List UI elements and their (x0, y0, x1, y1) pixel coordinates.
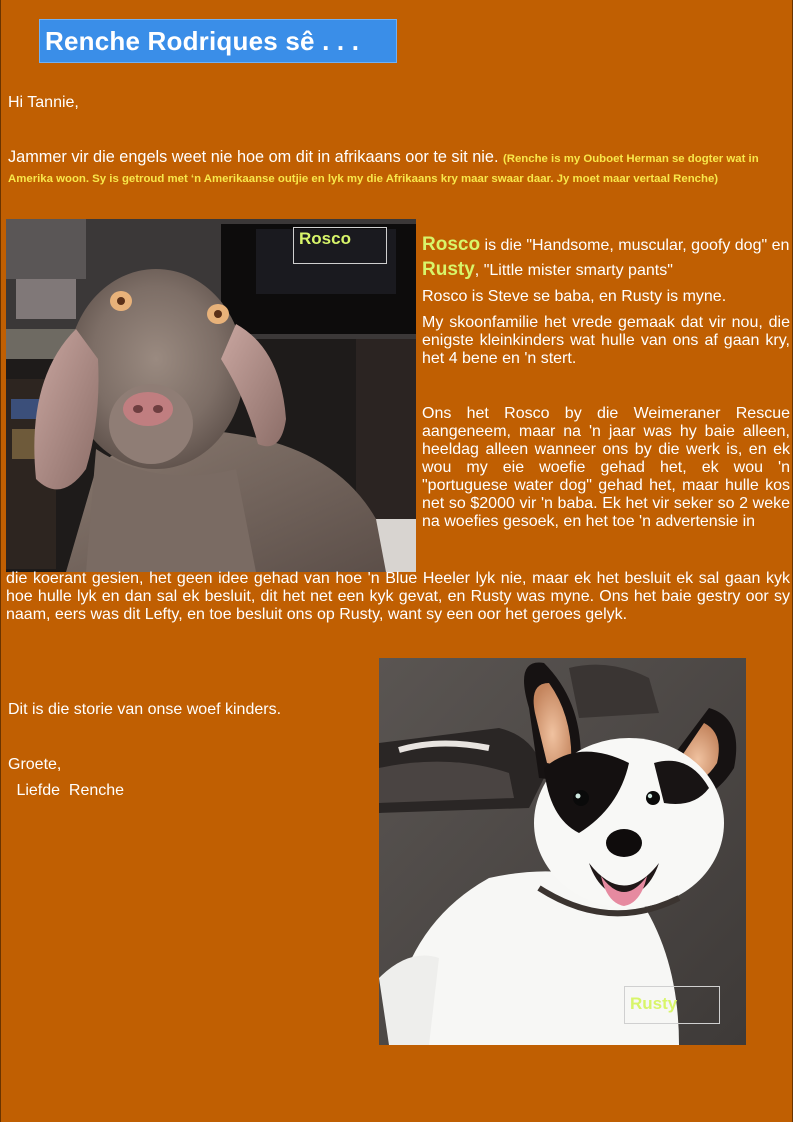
rosco-desc-text: is die "Handsome, muscular, goofy dog" en (480, 237, 790, 254)
rusty-desc-text: , "Little mister smarty pants" (474, 262, 673, 279)
intro-text: Jammer vir die engels weet nie hoe om dit in afrikaans oor te sit nie. (8, 148, 499, 166)
intro-paragraph (8, 148, 788, 189)
rosco-photo-label: Rosco (293, 227, 387, 264)
intro-note: (Renche is my Ouboet Herman se dogter wat in Amerika woon. Sy is getroud met ‘n Amerikaanse outjie en lyk my die Afrikaans kry maar swaar daar. Jy moet maar vertaal Renche) (8, 153, 759, 185)
rusty-description (422, 261, 790, 280)
story-column-text: Ons het Rosco by die Weimeraner Rescue aangeneem, maar na 'n jaar was hy baie alleen, heeldag alleen wanneer ons by die werk is, en ek wou my eie woefie gehad het, ek wou 'n "portuguese water dog" gehad het, maar hulle kos net so $2000 vir 'n baba. Ek het vir seker so 2 weke na woefies gesoek, en het toe 'n advertensie in (422, 405, 790, 530)
rosco-dog-image (6, 219, 416, 572)
page-title: Renche Rodriques sê . . . (45, 25, 360, 56)
regards-text: Groete, (8, 756, 62, 773)
right-column-text (422, 236, 790, 531)
owners-text: Rosco is Steve se baba, en Rusty is myne. (422, 288, 727, 305)
rosco-name: Rosco (422, 234, 481, 255)
story-wide-text: die koerant gesien, het geen idee gehad van hoe 'n Blue Heeler lyk nie, maar ek het besluit ek sal gaan kyk hoe hulle lyk en dan sal ek besluit, dit het net een kyk gevat, en Rusty was myne. Ons het baie gestry oor sy naam, eers was dit Lefty, en toe besluit ons op Rusty, want sy een oor het geroes gelyk. (6, 570, 790, 623)
rusty-photo (379, 658, 746, 1045)
greeting: Hi Tannie, (8, 94, 79, 111)
signature-text: Liefde Renche (12, 782, 125, 799)
title-box (39, 19, 397, 63)
rusty-photo-label: Rusty (624, 986, 720, 1024)
rosco-photo (6, 219, 416, 572)
closing-text: Dit is die storie van onse woef kinders. (8, 701, 282, 718)
rosco-description (422, 236, 790, 255)
rusty-name: Rusty (422, 259, 475, 280)
family-text: My skoonfamilie het vrede gemaak dat vir nou, die enigste kleinkinders wat hulle van ons af gaan kry, het 4 bene en 'n stert. (422, 314, 790, 367)
